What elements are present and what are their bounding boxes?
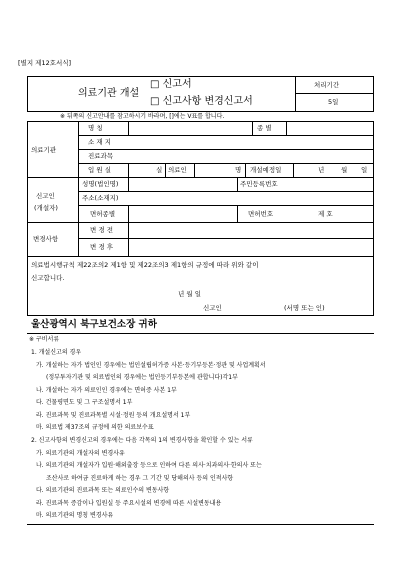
form-option-report[interactable]: □ 신고서 [150,79,192,90]
row-line [78,205,374,206]
facility-departments-label: 진료과목 [88,152,114,160]
form-number: [별지 제12호서식] [18,59,72,67]
docs-item: 마. 의료법 제37조의 규정에 의한 의료보수표 [36,424,154,431]
beds-unit: 실 [156,166,163,174]
col-line [128,163,129,177]
docs-item: 마. 의료기관의 명칭 변경사유 [36,512,114,519]
row-line [78,191,374,192]
opened-date-label: 개설예정일 [250,166,282,174]
docs-item: 다. 의료기관의 진료과목 또는 의료인수의 변동사항 [36,487,170,494]
doctor-label: 의료인 [168,166,187,174]
declaration-line1: 의료법시행규칙 제22조의2 제1항 및 제22조의3 제1항의 규정에 따라 위와 같이 [31,261,259,269]
docs-item: 조산사로 하여금 진료하게 하는 경우 그 기간 및 당해의사 등의 인적사항 [46,475,234,482]
col-line [245,163,246,177]
change-before-label: 변 경 전 [90,226,113,234]
col-line [252,121,253,135]
facility-beds-label: 입 원 실 [88,166,111,174]
col-line [128,121,129,135]
facility-address-label: 소 재 지 [88,138,111,146]
form-option-change-report[interactable]: □ 신고사항 변경신고서 [150,96,253,107]
docs-section1-title: 1. 개설신고의 경우 [31,349,82,356]
declaration-line2: 신고합니다. [31,274,65,282]
row-line [27,177,374,178]
addressee: 울산광역시 북구보건소장 귀하 [31,319,157,330]
col-line [286,121,287,135]
form-title-prefix: 의료기관 개설 [78,88,140,99]
col-line [293,163,294,177]
col-line [128,205,129,222]
license-number-label: 면허번호 [248,210,274,218]
facility-group-label: 의료기관 [31,146,57,154]
docs-section2-title: 2. 신고사항의 변경신고의 경우에는 다음 각목의 1의 변경사항을 확인할 수 있는 서류 [31,437,253,444]
docs-item: 가. 개설하는 자가 법인인 경우에는 법인설립허가증 사본·등기부등본·정관 및 사업계획서 [36,362,266,369]
facility-name-label: 명 칭 [88,124,103,132]
license-type-label: 면허종별 [90,210,116,218]
signature-note: (서명 또는 인) [284,304,325,312]
docs-item: 라. 진료과목 증감이나 입원실 등 주요시설의 변경에 따른 시설변동내용 [36,500,222,507]
docs-bottom-line [27,524,374,525]
doctor-unit: 명 [235,166,242,174]
docs-heading: ※ 구비서류 [29,336,60,343]
col-line [165,163,166,177]
col-line [237,205,238,222]
processing-period-value: 5일 [328,98,339,106]
changes-group-label: 변경사항 [33,235,59,243]
docs-item: 다. 건물평면도 및 그 구조설명서 1부 [36,399,133,406]
facility-type-label: 종 별 [257,124,272,132]
header-divider [295,76,296,112]
applicant-group-label: 신고인 [36,192,55,200]
notice-text: ※ 뒤쪽의 신고안내를 참고하시기 바라며, []에는 V표를 합니다. [60,113,225,120]
declaration-date: 년 월 일 [178,290,201,298]
opened-year: 년 [318,166,325,174]
applicant-address-label: 주소(소재지) [82,194,119,202]
row-line [78,149,374,150]
header-period-divider [295,93,374,94]
row-line [78,135,374,136]
opened-month: 월 [341,166,348,174]
col-line [128,177,129,191]
row-line [27,222,374,223]
col-line [194,163,195,177]
col-line [78,121,79,257]
change-after-label: 변 경 후 [90,243,113,251]
opened-day: 일 [361,166,368,174]
applicant-rrn-label: 주민등록번호 [240,180,278,188]
col-line [237,177,238,191]
docs-item: 라. 진료과목 및 진료과목별 시설·정원 등의 개요설명서 1부 [36,412,191,419]
docs-item: (정부투자기관 및 의료법인의 경우에는 법인등기부등본에 관합니다)각1부 [46,374,238,381]
col-line [128,222,129,257]
row-line [78,238,374,239]
addressee-underline [27,333,374,334]
applicant-name-label: 성명(법인명) [82,180,119,188]
applicant-group-sublabel: (개설자) [34,204,58,212]
signer-label: 신고인 [203,304,222,312]
docs-item: 나. 개설하는 자가 의료인인 경우에는 면허증 사본 1부 [36,387,177,394]
license-number-unit: 제 호 [318,210,333,218]
form-table [27,121,374,257]
processing-period-label: 처리기간 [314,81,340,89]
docs-item: 가. 의료기관의 개설자의 변경사유 [36,450,125,457]
row-line [78,163,374,164]
docs-item: 나. 의료기관의 개설자가 입원·해외출장 등으로 인하여 다른 의사·치과의사·한의사 또는 [36,462,262,469]
